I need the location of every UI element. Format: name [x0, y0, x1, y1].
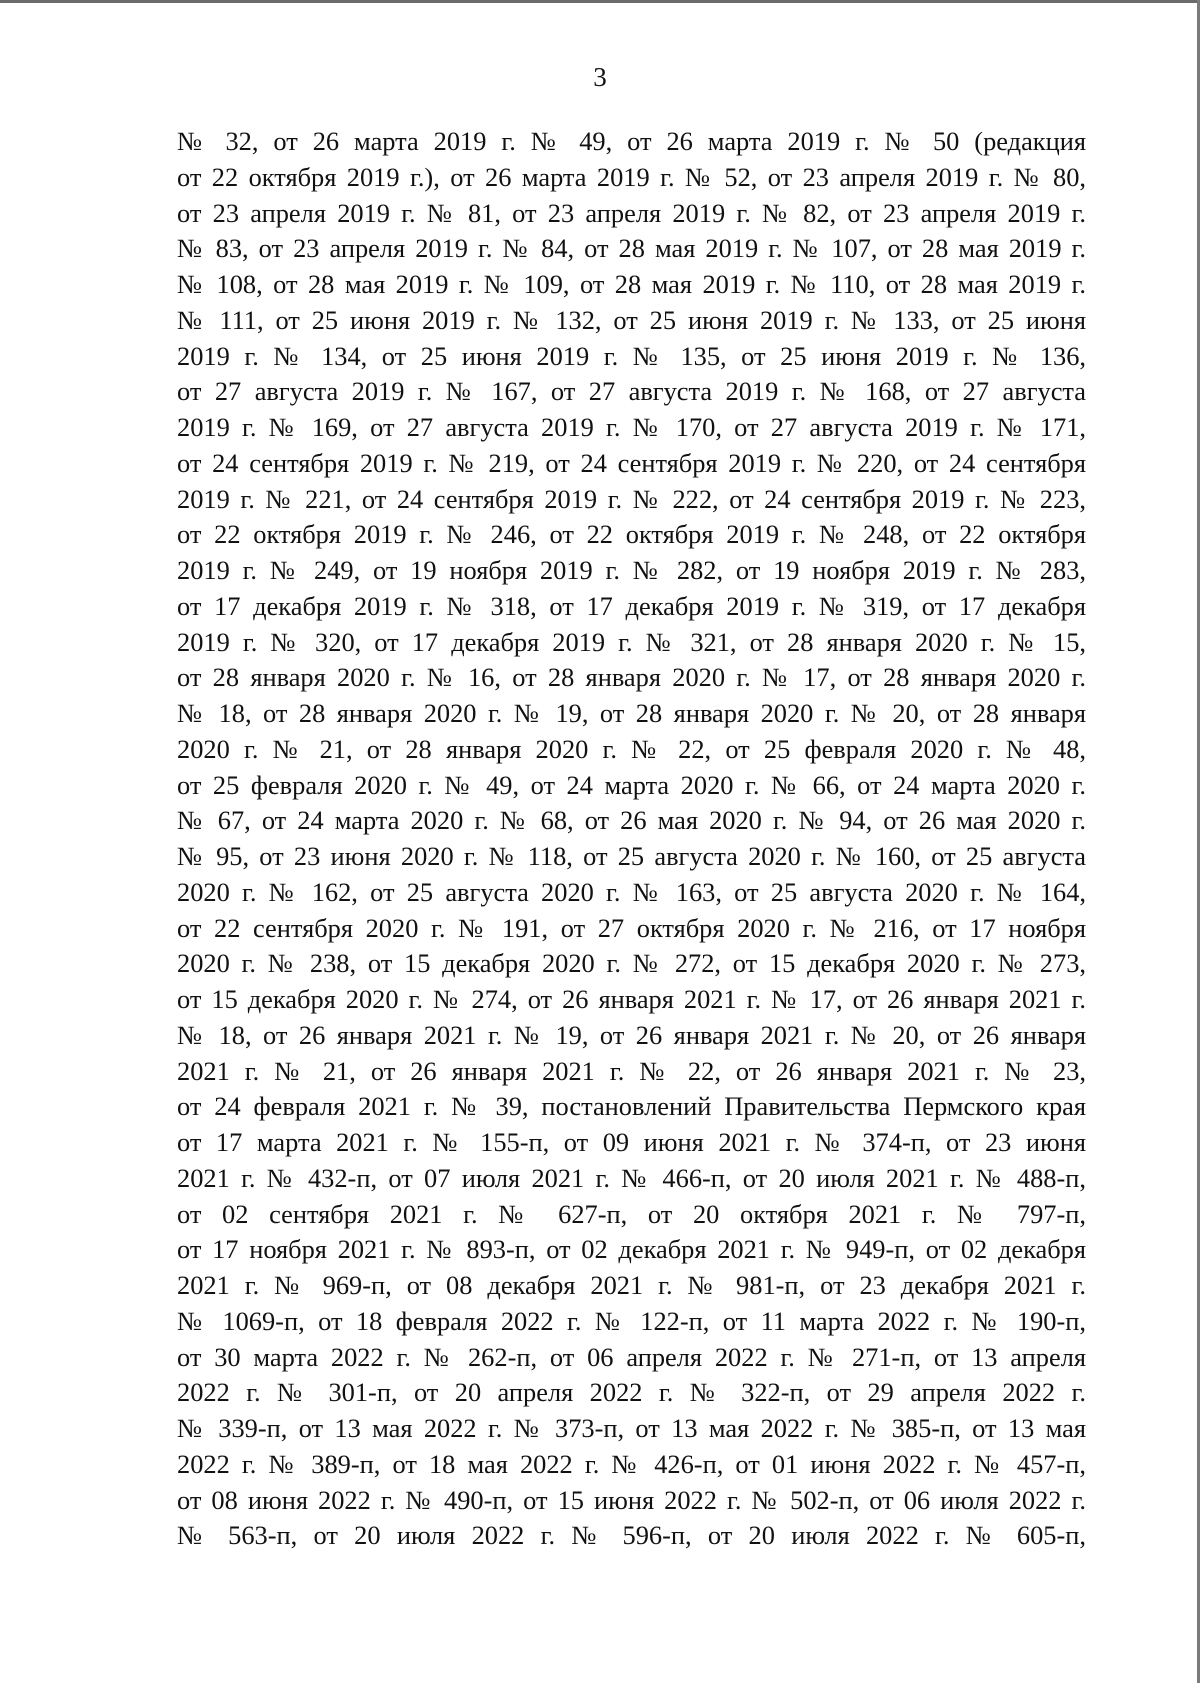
text-line: № 18, от 28 января 2020 г. № 19, от 28 января 2020 г. № 20, от 28 января [177, 698, 1086, 728]
text-line: № 32, от 26 марта 2019 г. № 49, от 26 марта 2019 г. № 50 (редакция [177, 126, 1086, 156]
text-line: 2019 г. № 320, от 17 декабря 2019 г. № 321, от 28 января 2020 г. № 15, [177, 626, 1086, 657]
text-line: № 111, от 25 июня 2019 г. № 132, от 25 июня 2019 г. № 133, от 25 июня [177, 304, 1086, 335]
text-line: № 83, от 23 апреля 2019 г. № 84, от 28 мая 2019 г. № 107, от 28 мая 2019 г. [177, 233, 1086, 264]
text-line: от 22 сентября 2020 г. № 191, от 27 октября 2020 г. № 216, от 17 ноября [177, 912, 1086, 943]
text-line: 2022 г. № 389-п, от 18 мая 2022 г. № 426-п, от 01 июня 2022 г. № 457-п, [177, 1448, 1086, 1479]
text-line: от 27 августа 2019 г. № 167, от 27 августа 2019 г. № 168, от 27 августа [177, 376, 1086, 407]
text-line: № 67, от 24 марта 2020 г. № 68, от 26 мая 2020 г. № 94, от 26 мая 2020 г. [177, 805, 1086, 836]
page-number: 3 [593, 62, 607, 92]
text-line: от 17 ноября 2021 г. № 893-п, от 02 декабря 2021 г. № 949-п, от 02 декабря [177, 1234, 1086, 1265]
text-line: от 02 сентября 2021 г. № 627-п, от 20 октября 2021 г. № 797-п, [177, 1198, 1086, 1229]
text-line: № 563-п, от 20 июля 2022 г. № 596-п, от 20 июля 2022 г. № 605-п, [177, 1520, 1086, 1551]
text-line: от 24 февраля 2021 г. № 39, постановлений Правительства Пермского края [177, 1091, 1086, 1122]
text-line: от 22 октября 2019 г.), от 26 марта 2019 г. № 52, от 23 апреля 2019 г. № 80, [177, 161, 1086, 192]
text-line: 2021 г. № 969-п, от 08 декабря 2021 г. № 981-п, от 23 декабря 2021 г. [177, 1270, 1086, 1300]
text-line: 2019 г. № 221, от 24 сентября 2019 г. № 222, от 24 сентября 2019 г. № 223, [177, 483, 1086, 514]
text-line: 2019 г. № 169, от 27 августа 2019 г. № 170, от 27 августа 2019 г. № 171, [177, 412, 1086, 442]
scan-top-edge [0, 0, 1200, 3]
text-line: 2021 г. № 21, от 26 января 2021 г. № 22, от 26 января 2021 г. № 23, [177, 1055, 1086, 1086]
text-line: № 95, от 23 июня 2020 г. № 118, от 25 августа 2020 г. № 160, от 25 августа [177, 841, 1086, 871]
text-line: 2022 г. № 301-п, от 20 апреля 2022 г. № 322-п, от 29 апреля 2022 г. [177, 1377, 1086, 1408]
text-line: от 23 апреля 2019 г. № 81, от 23 апреля 2019 г. № 82, от 23 апреля 2019 г. [177, 197, 1086, 228]
text-line: 2020 г. № 238, от 15 декабря 2020 г. № 272, от 15 декабря 2020 г. № 273, [177, 948, 1086, 979]
text-line: № 18, от 26 января 2021 г. № 19, от 26 января 2021 г. № 20, от 26 января [177, 1019, 1086, 1050]
text-line: 2020 г. № 21, от 28 января 2020 г. № 22, от 25 февраля 2020 г. № 48, [177, 733, 1086, 764]
text-line: № 1069-п, от 18 февраля 2022 г. № 122-п, от 11 марта 2022 г. № 190-п, [177, 1305, 1086, 1336]
text-line: от 15 декабря 2020 г. № 274, от 26 января 2021 г. № 17, от 26 января 2021 г. [177, 984, 1086, 1014]
text-line: от 08 июня 2022 г. № 490-п, от 15 июня 2022 г. № 502-п, от 06 июля 2022 г. [177, 1484, 1086, 1515]
text-line: от 30 марта 2022 г. № 262-п, от 06 апреля 2022 г. № 271-п, от 13 апреля [177, 1341, 1086, 1372]
text-line: от 22 октября 2019 г. № 246, от 22 октября 2019 г. № 248, от 22 октября [177, 519, 1086, 550]
text-line: от 17 декабря 2019 г. № 318, от 17 декабря 2019 г. № 319, от 17 декабря [177, 590, 1086, 621]
text-line: № 108, от 28 мая 2019 г. № 109, от 28 мая 2019 г. № 110, от 28 мая 2019 г. [177, 269, 1086, 299]
text-line: 2019 г. № 249, от 19 ноября 2019 г. № 282, от 19 ноября 2019 г. № 283, [177, 555, 1086, 585]
text-line: от 24 сентября 2019 г. № 219, от 24 сентября 2019 г. № 220, от 24 сентября [177, 447, 1086, 478]
text-line: от 28 января 2020 г. № 16, от 28 января 2020 г. № 17, от 28 января 2020 г. [177, 662, 1086, 693]
text-line: 2019 г. № 134, от 25 июня 2019 г. № 135, от 25 июня 2019 г. № 136, [177, 340, 1086, 371]
body-paragraph [177, 124, 1086, 1554]
text-line: от 17 марта 2021 г. № 155-п, от 09 июня 2021 г. № 374-п, от 23 июня [177, 1127, 1086, 1157]
text-line: 2020 г. № 162, от 25 августа 2020 г. № 163, от 25 августа 2020 г. № 164, [177, 876, 1086, 907]
text-line: № 339-п, от 13 мая 2022 г. № 373-п, от 13 мая 2022 г. № 385-п, от 13 мая [177, 1413, 1086, 1443]
text-line: 2021 г. № 432-п, от 07 июля 2021 г. № 466-п, от 20 июля 2021 г. № 488-п, [177, 1162, 1086, 1193]
text-line: от 25 февраля 2020 г. № 49, от 24 марта 2020 г. № 66, от 24 марта 2020 г. [177, 769, 1086, 800]
